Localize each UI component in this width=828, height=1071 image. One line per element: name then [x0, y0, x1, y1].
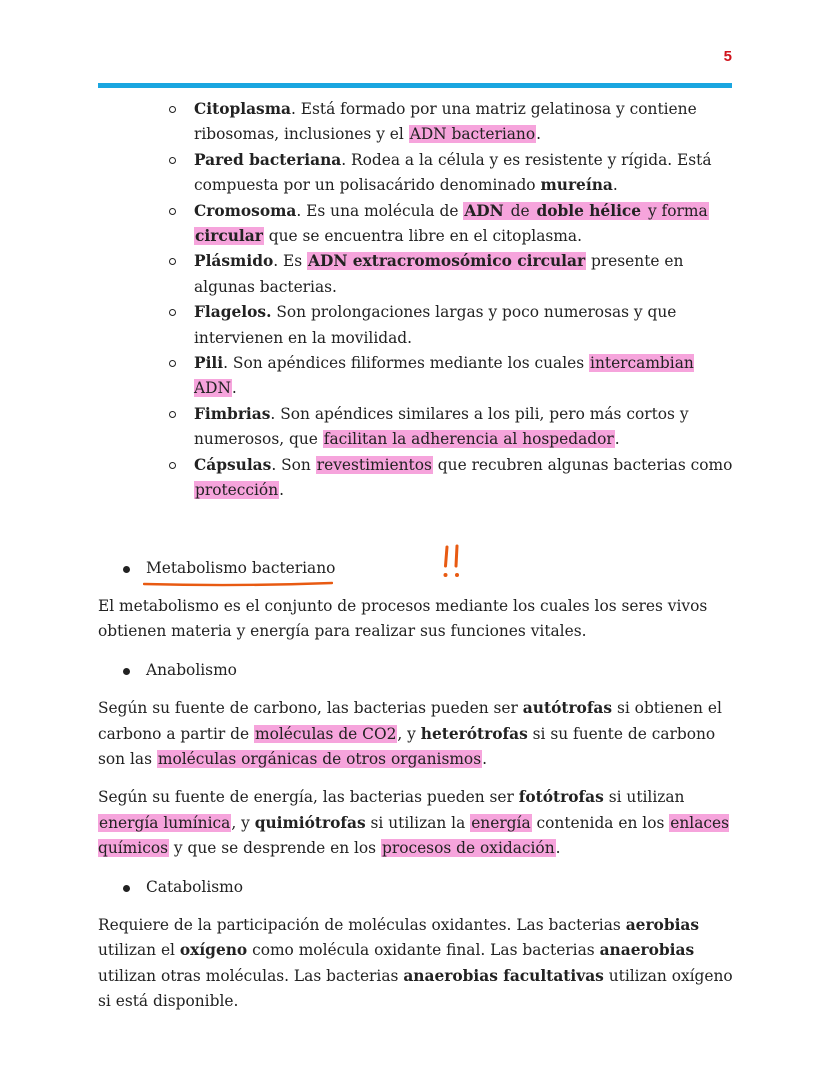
- list-item: [194, 351, 738, 402]
- header-rule: [98, 83, 732, 88]
- circle-bullet-icon: [169, 309, 176, 316]
- highlight: revestimientos: [316, 455, 432, 474]
- list-item: [194, 199, 738, 250]
- text: .: [482, 749, 488, 768]
- text: si obtienen el carbono a partir de: [98, 699, 722, 743]
- text: , y: [397, 724, 421, 743]
- term: anaerobias: [599, 941, 695, 960]
- circle-bullet-icon: [169, 411, 176, 418]
- highlight: de: [505, 201, 535, 220]
- highlight: intercambian ADN: [194, 354, 694, 398]
- bullet-dot-icon: [123, 885, 130, 892]
- text: Según su fuente de energía, las bacterias pueden ser: [98, 788, 519, 807]
- catabolism-heading: Catabolismo: [146, 877, 244, 896]
- text: utilizan otras moléculas. Las bacterias: [98, 966, 404, 985]
- text: .: [555, 839, 561, 858]
- term: aerobias: [625, 915, 700, 934]
- text: que se encuentra libre en el citoplasma.: [263, 227, 582, 246]
- highlight: moléculas de CO2: [255, 724, 397, 743]
- text: como molécula oxidante final. Las bacterias: [247, 941, 600, 960]
- bullet-dot-icon: [123, 566, 130, 573]
- text: .: [612, 176, 618, 195]
- circle-bullet-icon: [169, 258, 176, 265]
- list-item: [194, 148, 738, 199]
- term: Plásmido: [194, 252, 274, 271]
- term: Cromosoma: [194, 201, 297, 220]
- text: Son prolongaciones largas y poco numerosas y que intervienen en la movilidad.: [194, 303, 677, 347]
- text: , y: [231, 813, 255, 832]
- text: . Rodea a la célula y es resistente y rígida. Está compuesta por un polisacárido denominado: [194, 150, 712, 195]
- term: anaerobias facultativas: [403, 966, 604, 985]
- highlight: facilitan la adherencia al hospedador: [323, 430, 614, 449]
- text: si utilizan la: [365, 813, 471, 832]
- text: . Está formado por una matriz gelatinosa y contiene ribosomas, inclusiones y el: [194, 100, 697, 144]
- text: . Son: [271, 455, 316, 474]
- highlight: y forma: [643, 201, 708, 220]
- term: mureína: [540, 176, 613, 195]
- text: .: [536, 125, 542, 144]
- term: oxígeno: [179, 941, 248, 960]
- list-item: [194, 97, 738, 148]
- text: . Es: [273, 252, 308, 271]
- term: Fimbrias: [194, 404, 271, 423]
- highlight: protección: [195, 481, 279, 500]
- text: Requiere de la participación de moléculas oxidantes. Las bacterias: [98, 915, 626, 934]
- bullet-dot-icon: [123, 668, 130, 675]
- term: Flagelos.: [194, 303, 272, 322]
- term: Pili: [194, 354, 224, 373]
- highlight: ADN: [464, 201, 504, 220]
- term: autótrofas: [522, 699, 613, 718]
- anabolism-heading-line: [98, 658, 738, 683]
- highlight: moléculas orgánicas de otros organismos: [157, 749, 482, 768]
- text: . Es una molécula de: [296, 201, 464, 220]
- highlight: doble hélice: [536, 201, 642, 220]
- term: quimiótrofas: [254, 813, 366, 832]
- text: si utilizan: [603, 788, 685, 807]
- page-number: 5: [723, 48, 732, 65]
- list-item: [194, 300, 738, 351]
- highlight: energía lumínica: [99, 813, 231, 832]
- heading-text: Metabolismo bacteriano: [146, 558, 336, 577]
- text: presente en algunas bacterias.: [194, 252, 684, 296]
- text: . Son apéndices filiformes mediante los cuales: [223, 354, 590, 373]
- text: .: [279, 481, 285, 500]
- term: heterótrofas: [420, 724, 528, 743]
- term: Cápsulas: [194, 455, 272, 474]
- handwritten-exclamation-icon: [438, 544, 468, 580]
- handwritten-underline-icon: [143, 581, 333, 587]
- highlight: circular: [195, 227, 263, 246]
- term: fotótrofas: [518, 788, 604, 807]
- text: Según su fuente de carbono, las bacterias pueden ser: [98, 699, 523, 718]
- text: si su fuente de carbono son las: [98, 724, 716, 768]
- text: que recubren algunas bacterias como: [432, 455, 733, 474]
- list-item: [194, 453, 738, 504]
- text: . Son apéndices similares a los pili, pero más cortos y numerosos, que: [194, 404, 689, 449]
- metabolism-heading: [146, 556, 335, 581]
- bacterial-structures-list: [98, 97, 738, 504]
- circle-bullet-icon: [169, 360, 176, 367]
- text: contenida en los: [531, 813, 670, 832]
- energy-source-paragraph: [98, 785, 738, 861]
- highlight: enlaces químicos: [98, 813, 730, 858]
- term: Citoplasma: [194, 100, 291, 118]
- page-content: [98, 97, 738, 1015]
- circle-bullet-icon: [169, 157, 176, 164]
- text: utilizan oxígeno si está disponible.: [98, 966, 733, 1011]
- text: utilizan el: [98, 941, 180, 960]
- term: Pared bacteriana: [194, 150, 342, 169]
- carbon-source-paragraph: [98, 696, 738, 772]
- anabolism-heading: Anabolismo: [146, 660, 237, 679]
- text: .: [614, 430, 620, 449]
- circle-bullet-icon: [169, 208, 176, 215]
- circle-bullet-icon: [169, 106, 176, 113]
- highlight: energía: [471, 813, 531, 832]
- metabolism-intro: El metabolismo es el conjunto de procesos mediante los cuales los seres vivos obtienen materia y energía para realizar sus funciones vitales.: [98, 596, 708, 641]
- text: .: [231, 379, 237, 398]
- circle-bullet-icon: [169, 462, 176, 469]
- list-item: [194, 402, 738, 453]
- highlight: ADN extracromosómico circular: [308, 252, 586, 271]
- highlight: ADN bacteriano: [409, 125, 536, 144]
- metabolism-heading-line: [98, 556, 738, 581]
- text: y que se desprende en los: [169, 839, 381, 858]
- catabolism-heading-line: [98, 875, 738, 900]
- list-item: [194, 249, 738, 300]
- catabolism-paragraph: [98, 913, 738, 1015]
- highlight: procesos de oxidación: [381, 839, 555, 858]
